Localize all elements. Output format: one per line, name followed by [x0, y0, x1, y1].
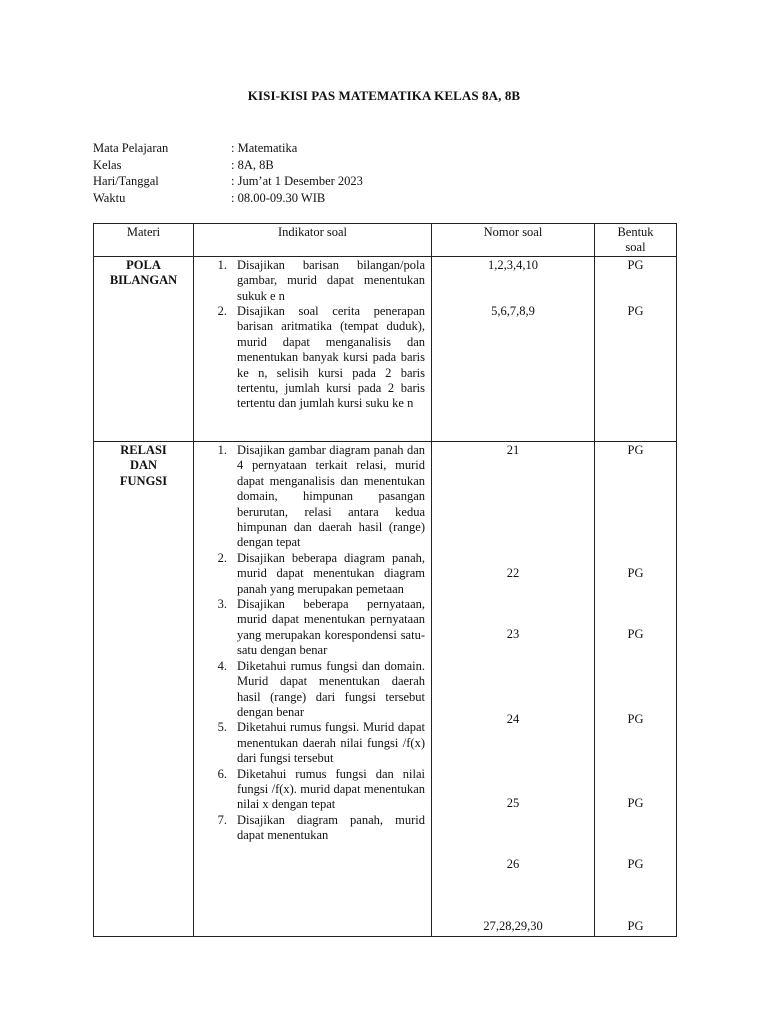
- indikator-text: Disajikan barisan bilangan/pola gambar, murid dapat menentukan sukuk e n: [237, 258, 425, 303]
- info-label: Hari/Tanggal: [93, 174, 159, 188]
- nomor-value: 23: [506, 627, 520, 641]
- indikator-text: Diketahui rumus fungsi. Murid dapat menentukan daerah nilai fungsi /f(x) dari fungsi tersebut: [237, 720, 425, 766]
- info-value: : 8A, 8B: [231, 157, 274, 172]
- info-label: Mata Pelajaran: [93, 141, 169, 155]
- indikator-cell: [194, 442, 432, 937]
- header-indikator: Indikator soal: [194, 224, 432, 257]
- info-label: Waktu: [93, 190, 126, 205]
- bentuk-value: PG: [627, 857, 644, 871]
- bentuk-cell: [595, 442, 677, 937]
- header-materi: Materi: [94, 224, 194, 257]
- indikator-text: Disajikan diagram panah, murid dapat menentukan: [237, 812, 425, 843]
- indikator-item: [194, 304, 425, 412]
- indikator-number: 1.: [217, 443, 227, 457]
- info-row-waktu: [93, 190, 363, 207]
- bentuk-value: PG: [627, 919, 644, 933]
- indikator-text: Disajikan soal cerita penerapan barisan aritmatika (tempat duduk), murid dapat menganalisis dan menentukan banyak kursi pada baris ke n, selisih kursi pada 2 baris tertentu, jumlah kursi pada 2 baris tertentu dan jumlah kursi suku ke n: [237, 304, 425, 411]
- info-label: Kelas: [93, 157, 122, 172]
- bentuk-value: PG: [627, 712, 644, 726]
- bentuk-cell: [595, 257, 677, 442]
- bentuk-value: PG: [627, 443, 644, 457]
- nomor-value: 24: [506, 712, 520, 726]
- materi-cell: RELASI DAN FUNGSI: [94, 442, 194, 937]
- indikator-number: 7.: [217, 812, 227, 827]
- bentuk-value: PG: [627, 627, 644, 641]
- kisi-kisi-table: [93, 223, 677, 937]
- info-value: : Jum’at 1 Desember 2023: [231, 174, 363, 188]
- indikator-item: [194, 551, 425, 597]
- nomor-value: 26: [506, 857, 520, 871]
- info-row-hari-tanggal: [93, 173, 363, 190]
- nomor-value: 5,6,7,8,9: [491, 304, 535, 318]
- indikator-number: 3.: [217, 597, 227, 612]
- info-value: : 08.00-09.30 WIB: [231, 190, 326, 205]
- indikator-number: 1.: [217, 258, 227, 272]
- indikator-number: 2.: [217, 550, 227, 565]
- nomor-value: 25: [506, 796, 520, 810]
- bentuk-value: PG: [627, 566, 644, 580]
- indikator-text: Disajikan beberapa pernyataan, murid dapat menentukan pernyataan yang merupakan korespondensi satu-satu dengan benar: [237, 597, 425, 658]
- materi-cell: POLA BILANGAN: [94, 257, 194, 442]
- indikator-number: 2.: [217, 304, 227, 318]
- info-value: : Matematika: [231, 141, 298, 155]
- nomor-value: 21: [506, 443, 520, 457]
- indikator-item: [194, 767, 425, 813]
- info-row-mata-pelajaran: [93, 140, 363, 157]
- indikator-item: [194, 659, 425, 721]
- nomor-cell: [432, 257, 595, 442]
- bentuk-value: PG: [627, 796, 644, 810]
- indikator-item: [194, 597, 425, 659]
- indikator-number: 5.: [217, 720, 227, 735]
- indikator-cell: [194, 257, 432, 442]
- indikator-number: 6.: [217, 766, 227, 781]
- indikator-item: [194, 258, 425, 304]
- indikator-text: Diketahui rumus fungsi dan nilai fungsi /f(x). murid dapat menentukan nilai x dengan tepat: [237, 766, 425, 812]
- info-row-kelas: [93, 157, 363, 174]
- document-title: KISI-KISI PAS MATEMATIKA KELAS 8A, 8B: [247, 88, 521, 103]
- bentuk-value: PG: [627, 258, 644, 272]
- table-row: [94, 257, 677, 442]
- indikator-item: [194, 443, 425, 551]
- nomor-cell: [432, 442, 595, 937]
- indikator-text: Disajikan beberapa diagram panah, murid dapat menentukan diagram panah yang merupakan pemetaan: [237, 550, 425, 596]
- nomor-value: 1,2,3,4,10: [488, 258, 538, 272]
- nomor-value: 22: [506, 566, 520, 580]
- nomor-value: 27,28,29,30: [483, 919, 543, 933]
- header-nomor: Nomor soal: [432, 224, 595, 257]
- bentuk-value: PG: [627, 304, 644, 318]
- indikator-text: Diketahui rumus fungsi dan domain. Murid dapat menentukan daerah hasil (range) dari fungsi tersebut dengan benar: [237, 658, 425, 719]
- info-block: [93, 140, 363, 206]
- table-row: [94, 442, 677, 937]
- table-header-row: [94, 224, 677, 257]
- indikator-item: [194, 813, 425, 844]
- indikator-text: Disajikan gambar diagram panah dan 4 pernyataan terkait relasi, murid dapat menganalisis dan menentukan domain, himpunan pasangan berurutan, relasi antara kedua himpunan dan daerah hasil (range) dengan tepat: [237, 443, 425, 550]
- indikator-number: 4.: [217, 658, 227, 673]
- header-bentuk: Bentuk soal: [595, 224, 677, 257]
- indikator-item: [194, 720, 425, 766]
